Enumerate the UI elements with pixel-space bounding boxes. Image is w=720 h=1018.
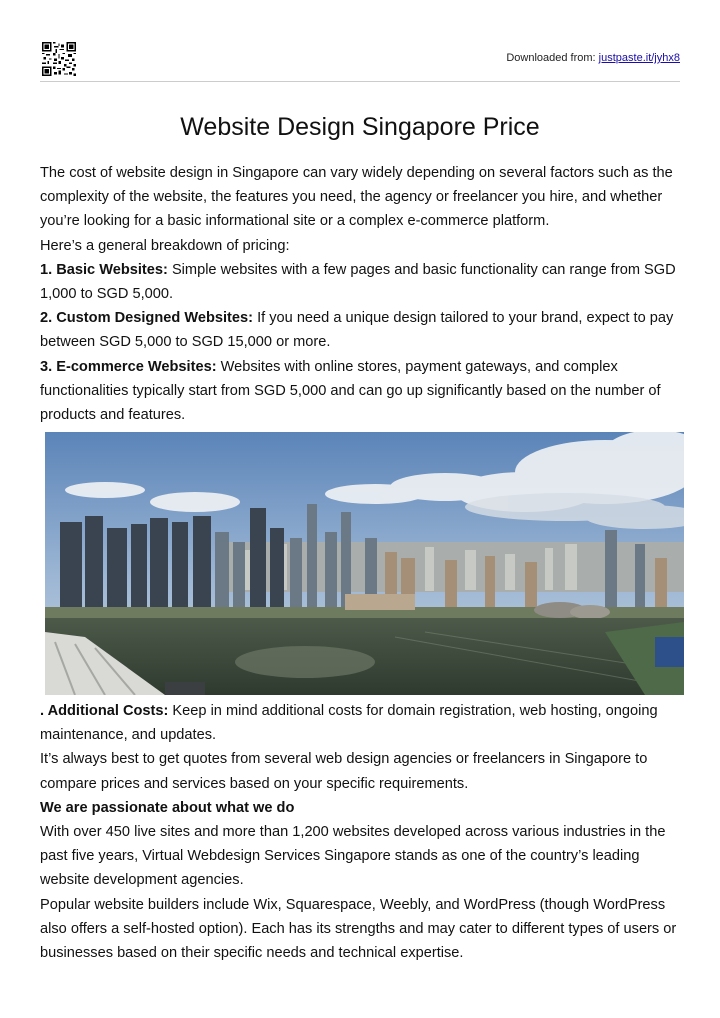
price-item-custom <box>40 306 685 354</box>
price-item-heading: 3. E-commerce Websites: <box>40 358 217 375</box>
price-item-text: Simple websites with a few pages and basic functionality can range from SGD 1,000 to SGD 5,000. <box>40 261 676 303</box>
price-item-text: If you need a unique design tailored to your brand, expect to pay between SGD 5,000 to SGD 15,000 or more. <box>40 310 674 351</box>
price-item-basic <box>40 258 685 306</box>
advice-paragraph: It’s always best to get quotes from several web design agencies or freelancers in Singapore to compare prices and services based on your specific requirements. <box>40 751 648 792</box>
passion-paragraph: With over 450 live sites and more than 1,200 websites developed across various industries in the past five years, Virtual Webdesign Services Singapore stands as one of the country’s leading website development agencies. <box>40 824 666 889</box>
price-item-additional <box>40 699 685 747</box>
pricing-section <box>40 161 685 427</box>
price-item-ecommerce <box>40 355 685 428</box>
price-item-heading: 2. Custom Designed Websites: <box>40 310 254 327</box>
download-source <box>506 52 680 64</box>
source-link[interactable]: justpaste.it/jyhx8 <box>598 52 680 64</box>
price-item-text: Keep in mind additional costs for domain registration, web hosting, ongoing maintenance, and updates. <box>40 703 658 744</box>
singapore-skyline-photo <box>45 432 684 695</box>
intro-paragraph: The cost of website design in Singapore can vary widely depending on several factors such as the complexity of the website, the features you need, the agency or freelancer you hire, and whether you’re looking for a basic informational site or a complex e-commerce platform. <box>40 165 673 230</box>
downloaded-label: Downloaded from: <box>506 52 596 64</box>
header-divider <box>40 81 680 82</box>
breakdown-intro: Here’s a general breakdown of pricing: <box>40 237 290 254</box>
price-item-text: Websites with online stores, payment gateways, and complex functionalities typically start from SGD 5,000 and can go up significantly based on the number of products and features. <box>40 358 661 424</box>
passion-heading <box>40 796 685 820</box>
additional-section <box>40 699 685 965</box>
builders-paragraph: Popular website builders include Wix, Squarespace, Weebly, and WordPress (though WordPress also offers a self-hosted option). Each has its strengths and may cater to different types of users or businesses based on their specific needs and technical expertise. <box>40 896 677 962</box>
price-item-heading: . Additional Costs: <box>40 703 169 719</box>
passion-heading-text: We are passionate about what we do <box>40 799 295 816</box>
price-item-heading: 1. Basic Websites: <box>40 261 168 278</box>
qr-code-icon <box>42 42 76 76</box>
page-title: Website Design Singapore Price <box>180 113 540 141</box>
